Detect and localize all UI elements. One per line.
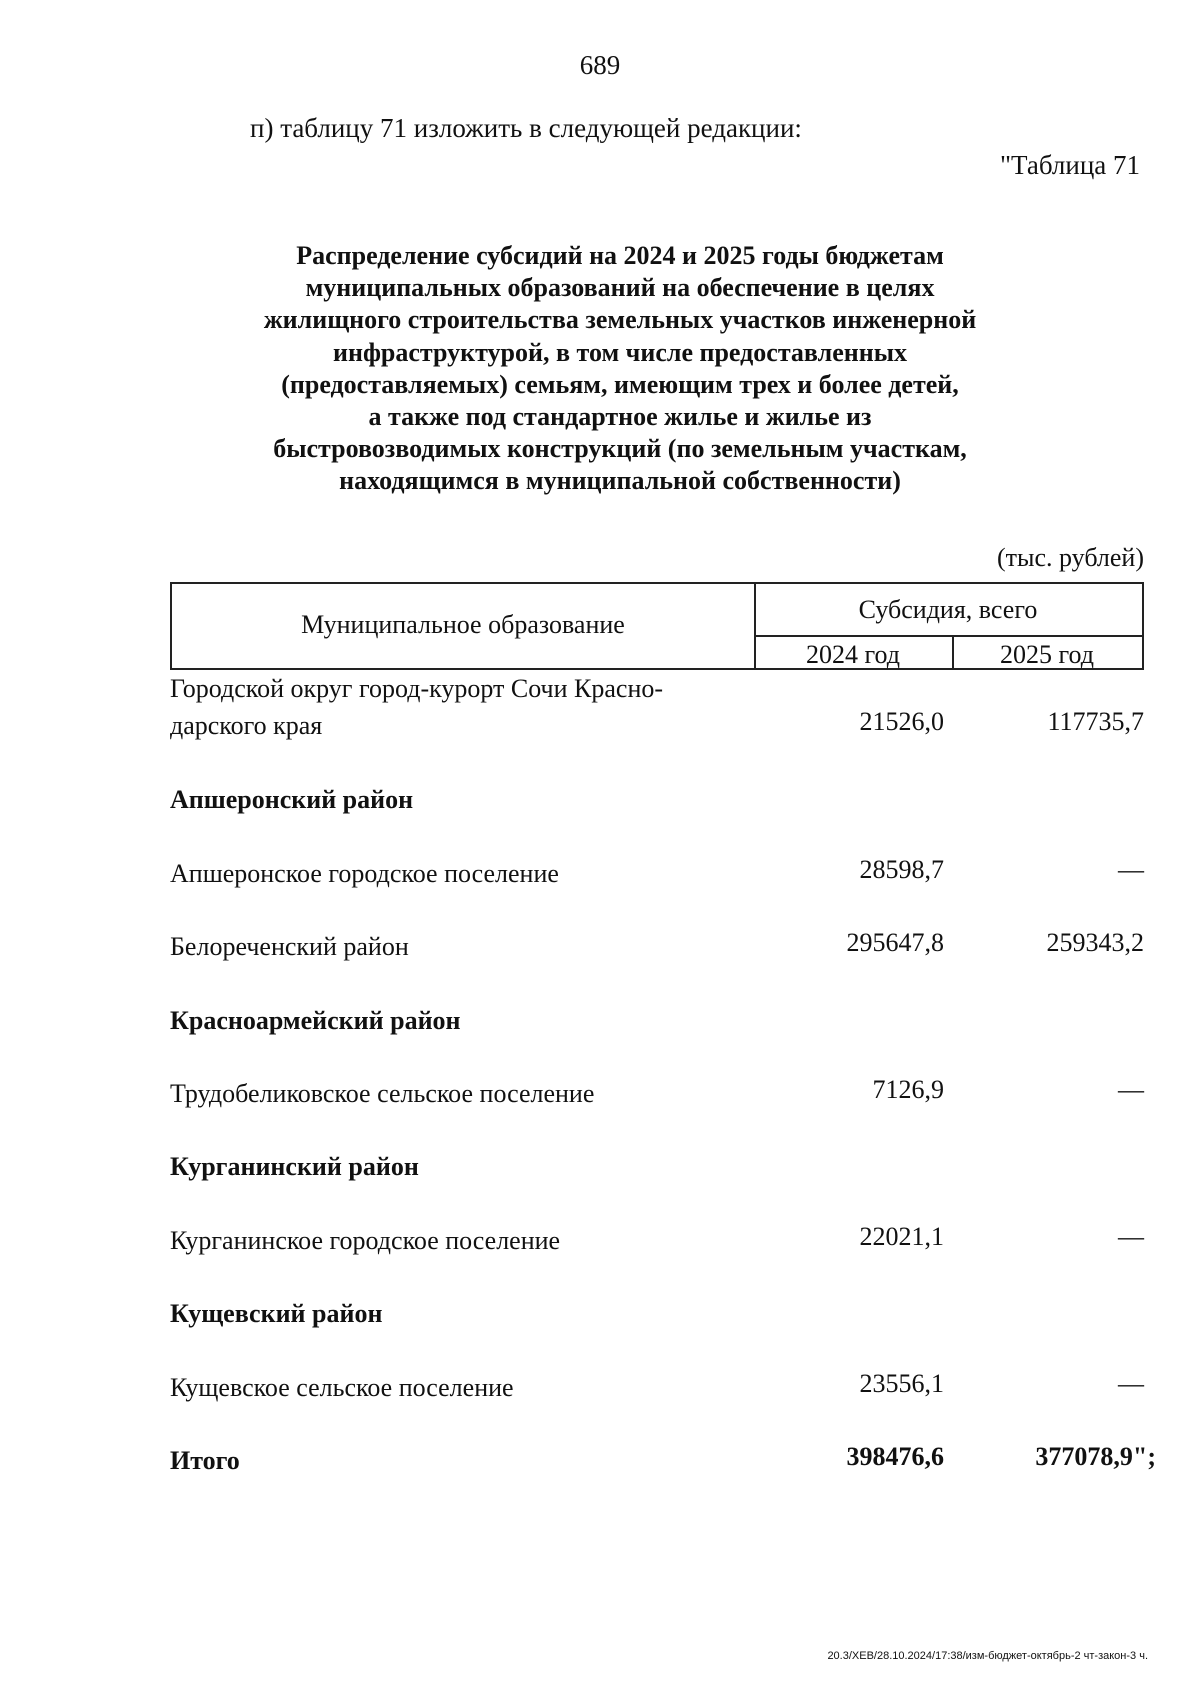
row-value-2024: 7126,9 bbox=[872, 1075, 944, 1104]
table-title bbox=[180, 240, 1060, 498]
header-subsidy-total: Субсидия, всего bbox=[858, 595, 1038, 624]
row-value-2025: — bbox=[1118, 1369, 1144, 1398]
title-line: (предоставляемых) семьям, имеющим трех и более детей, bbox=[281, 369, 959, 399]
row-name: Апшеронское городское поселение bbox=[170, 859, 559, 888]
row-name: Курганинский район bbox=[170, 1152, 419, 1181]
row-value-2024: 295647,8 bbox=[846, 928, 944, 957]
title-line: находящимся в муниципальной собственности) bbox=[339, 466, 901, 496]
row-value-2024: 398476,6 bbox=[846, 1442, 944, 1471]
header-municipality: Муниципальное образование bbox=[301, 610, 625, 639]
title-line: быстровозводимых конструкций (по земельным участкам, bbox=[273, 434, 967, 464]
row-value-2024: 21526,0 bbox=[859, 707, 944, 736]
row-value-2024: 23556,1 bbox=[859, 1369, 944, 1398]
row-name-line: дарского края bbox=[170, 711, 323, 740]
intro-text: п) таблицу 71 изложить в следующей редакции: bbox=[250, 113, 802, 143]
footer-code: 20.3/ХЕВ/28.10.2024/17:38/изм-бюджет-октябрь-2 чт-закон-3 ч. bbox=[827, 1650, 1148, 1662]
row-name: Курганинское городское поселение bbox=[170, 1226, 561, 1255]
row-name: Трудобеликовское сельское поселение bbox=[170, 1079, 595, 1108]
row-value-2025: 117735,7 bbox=[1047, 707, 1144, 736]
row-value-2025: — bbox=[1118, 1222, 1144, 1251]
table-header bbox=[170, 582, 1144, 670]
units-label: (тыс. рублей) bbox=[996, 543, 1144, 572]
title-line: Распределение субсидий на 2024 и 2025 годы бюджетам bbox=[296, 241, 944, 270]
header-year-2024: 2024 год bbox=[806, 640, 900, 669]
row-name: Апшеронский район bbox=[170, 785, 414, 814]
header-year-2025: 2025 год bbox=[1000, 640, 1094, 669]
header-divider bbox=[754, 635, 1142, 637]
page-number: 689 bbox=[579, 50, 621, 80]
row-name: Кущевское сельское поселение bbox=[170, 1373, 514, 1402]
row-name: Кущевский район bbox=[170, 1299, 383, 1328]
row-value-2025: — bbox=[1118, 855, 1144, 884]
row-name bbox=[170, 670, 730, 744]
table-reference: "Таблица 71 bbox=[1000, 150, 1140, 180]
row-name: Красноармейский район bbox=[170, 1006, 461, 1035]
row-value-2024: 28598,7 bbox=[859, 855, 944, 884]
title-line: жилищного строительства земельных участков инженерной bbox=[263, 305, 977, 335]
row-value-2024: 22021,1 bbox=[859, 1222, 944, 1251]
row-name-line: Городской округ город-курорт Сочи Красно- bbox=[170, 674, 664, 703]
title-line: а также под стандартное жилье и жилье из bbox=[368, 402, 872, 432]
row-name: Белореченский район bbox=[170, 932, 409, 961]
row-value-2025: — bbox=[1118, 1075, 1144, 1104]
row-value-2025: 259343,2 bbox=[1046, 928, 1144, 957]
title-line: инфраструктурой, в том числе предоставленных bbox=[332, 337, 907, 367]
title-line: муниципальных образований на обеспечение в целях bbox=[305, 273, 935, 303]
row-value-2025: 377078,9"; bbox=[1035, 1442, 1156, 1471]
row-name: Итого bbox=[170, 1446, 240, 1475]
